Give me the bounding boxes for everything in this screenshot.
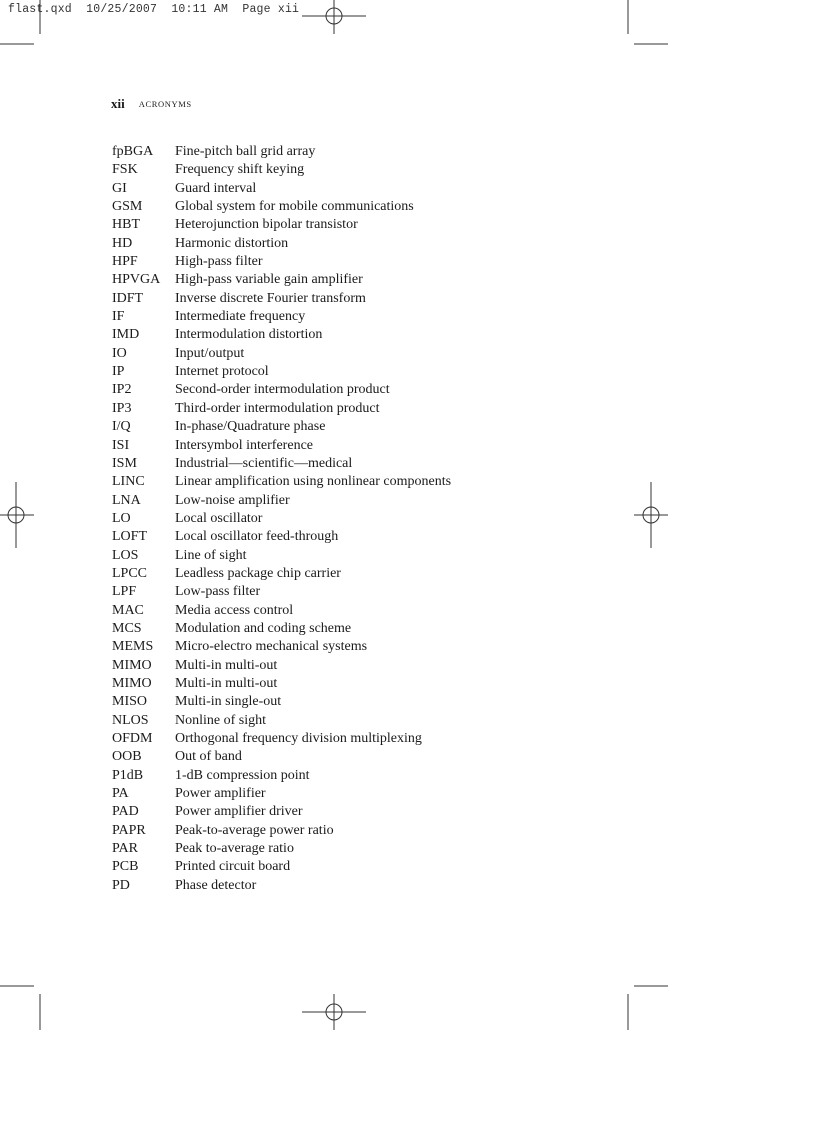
slug-line: flast.qxd 10/25/2007 10:11 AM Page xii: [8, 3, 300, 16]
acronym-definition: Power amplifier driver: [175, 804, 303, 820]
acronym-abbreviation: FSK: [112, 162, 138, 178]
acronym-entry: [112, 785, 451, 803]
acronym-abbreviation: IP2: [112, 382, 132, 398]
acronym-entry: [112, 235, 451, 253]
acronym-definition: Printed circuit board: [175, 859, 291, 875]
acronym-entry: [112, 253, 451, 271]
acronym-abbreviation: OFDM: [112, 731, 153, 746]
acronym-abbreviation: NLOS: [112, 712, 149, 728]
acronym-definition: Second-order intermodulation product: [175, 382, 390, 398]
acronym-entry: [112, 858, 451, 876]
acronym-definition: Industrial—scientific—medical: [175, 455, 353, 471]
acronym-abbreviation: LNA: [112, 492, 141, 508]
registration-mark-right: [634, 482, 668, 548]
acronym-entry: [112, 492, 451, 510]
acronym-entry: [112, 418, 451, 436]
acronym-definition: Phase detector: [175, 877, 257, 893]
acronym-entry: [112, 712, 451, 730]
acronym-abbreviation: LPF: [112, 584, 137, 600]
acronym-definition: Internet protocol: [175, 364, 269, 380]
acronym-entry: [112, 271, 451, 289]
acronym-definition: Modulation and coding scheme: [175, 620, 352, 636]
acronym-abbreviation: ISI: [112, 437, 130, 453]
acronym-abbreviation: OOB: [112, 749, 142, 765]
acronym-entry: [112, 473, 451, 491]
acronym-abbreviation: HPF: [112, 254, 138, 270]
acronym-definition: Frequency shift keying: [175, 162, 305, 178]
acronym-definition: Leadless package chip carrier: [175, 565, 341, 581]
acronym-abbreviation: IP3: [112, 400, 132, 416]
acronym-entry: [112, 730, 451, 748]
acronym-definition: Peak to-average ratio: [175, 841, 294, 857]
acronym-definition: Orthogonal frequency division multiplexing: [175, 731, 422, 746]
registration-mark-bottom: [302, 994, 366, 1030]
acronym-abbreviation: LPCC: [112, 565, 148, 581]
acronym-entry: [112, 290, 451, 308]
acronym-definition: Third-order intermodulation product: [175, 400, 380, 416]
acronym-definition: Multi-in multi-out: [175, 657, 278, 673]
acronym-entry: [112, 455, 451, 473]
acronym-definition: Line of sight: [175, 547, 247, 563]
running-head: [111, 95, 192, 113]
acronym-definition: Multi-in single-out: [175, 694, 282, 710]
acronym-entry: [112, 675, 451, 693]
acronym-definition: Micro-electro mechanical systems: [175, 639, 368, 655]
acronym-abbreviation: PAR: [112, 841, 138, 857]
acronym-abbreviation: LO: [112, 510, 131, 526]
acronym-definition: Global system for mobile communications: [175, 199, 414, 215]
acronym-abbreviation: LOS: [112, 547, 139, 563]
acronym-abbreviation: MCS: [112, 620, 142, 636]
acronym-entry: [112, 381, 451, 399]
acronym-abbreviation: HPVGA: [112, 272, 161, 288]
acronym-abbreviation: MIMO: [112, 657, 152, 673]
acronym-abbreviation: MIMO: [112, 675, 152, 691]
acronym-abbreviation: MEMS: [112, 639, 154, 655]
acronym-definition: 1-dB compression point: [175, 767, 310, 783]
acronym-entry: [112, 143, 451, 161]
acronym-definition: Guard interval: [175, 180, 257, 196]
acronym-entry: [112, 180, 451, 198]
acronym-abbreviation: IDFT: [112, 290, 144, 306]
acronym-entry: [112, 602, 451, 620]
acronym-abbreviation: PA: [112, 786, 129, 802]
acronym-abbreviation: GI: [112, 180, 127, 196]
acronym-entry: [112, 877, 451, 895]
acronym-entry: [112, 620, 451, 638]
acronym-entry: [112, 693, 451, 711]
acronym-definition: Multi-in multi-out: [175, 675, 278, 691]
acronym-entry: [112, 583, 451, 601]
acronym-entry: [112, 216, 451, 234]
page-number: xii: [111, 96, 125, 111]
acronym-abbreviation: LOFT: [112, 529, 147, 545]
acronym-definition: High-pass filter: [175, 254, 263, 270]
acronym-abbreviation: IMD: [112, 327, 140, 343]
registration-mark-left: [0, 482, 34, 548]
acronym-definition: Harmonic distortion: [175, 235, 289, 251]
acronym-abbreviation: PD: [112, 877, 130, 893]
acronym-abbreviation: fpBGA: [112, 144, 154, 159]
acronym-abbreviation: PAPR: [112, 822, 146, 838]
acronym-abbreviation: IP: [112, 364, 125, 380]
acronym-entry: [112, 510, 451, 528]
acronym-entry: [112, 161, 451, 179]
acronym-definition: High-pass variable gain amplifier: [175, 272, 363, 288]
acronym-definition: Intermediate frequency: [175, 309, 306, 325]
acronym-entry: [112, 400, 451, 418]
acronym-entry: [112, 308, 451, 326]
acronym-definition: Out of band: [175, 749, 242, 765]
acronym-definition: In-phase/Quadrature phase: [175, 419, 326, 435]
acronym-definition: Intermodulation distortion: [175, 327, 323, 343]
acronym-list: [112, 143, 451, 895]
acronym-entry: [112, 198, 451, 216]
acronym-abbreviation: PAD: [112, 804, 139, 820]
acronym-entry: [112, 528, 451, 546]
acronym-definition: Local oscillator: [175, 510, 263, 526]
acronym-abbreviation: MISO: [112, 694, 148, 710]
acronym-entry: [112, 803, 451, 821]
acronym-definition: Media access control: [175, 602, 294, 618]
acronym-entry: [112, 363, 451, 381]
acronym-entry: [112, 748, 451, 766]
acronym-abbreviation: IF: [112, 309, 125, 325]
registration-mark-top: [302, 0, 366, 34]
acronym-definition: Peak-to-average power ratio: [175, 822, 334, 838]
acronym-definition: Nonline of sight: [175, 712, 266, 728]
acronym-abbreviation: P1dB: [112, 767, 144, 783]
acronym-definition: Low-noise amplifier: [175, 492, 290, 508]
acronym-entry: [112, 547, 451, 565]
acronym-entry: [112, 437, 451, 455]
acronym-abbreviation: I/Q: [112, 419, 131, 435]
acronym-definition: Power amplifier: [175, 786, 266, 802]
acronym-abbreviation: IO: [112, 345, 127, 361]
acronym-definition: Fine-pitch ball grid array: [175, 144, 316, 159]
acronym-abbreviation: LINC: [112, 474, 145, 490]
acronym-entry: [112, 767, 451, 785]
acronym-entry: [112, 822, 451, 840]
acronym-definition: Low-pass filter: [175, 584, 261, 600]
acronym-entry: [112, 326, 451, 344]
acronym-abbreviation: GSM: [112, 199, 143, 215]
acronym-entry: [112, 565, 451, 583]
acronym-abbreviation: HBT: [112, 217, 140, 233]
acronym-abbreviation: MAC: [112, 602, 144, 618]
acronym-definition: Local oscillator feed-through: [175, 529, 339, 545]
acronym-definition: Input/output: [175, 345, 245, 361]
acronym-abbreviation: HD: [112, 235, 133, 251]
section-title: ACRONYMS: [138, 99, 192, 109]
acronym-entry: [112, 638, 451, 656]
acronym-definition: Heterojunction bipolar transistor: [175, 217, 358, 233]
acronym-abbreviation: PCB: [112, 859, 139, 875]
acronym-entry: [112, 345, 451, 363]
acronym-definition: Intersymbol interference: [175, 437, 313, 453]
acronym-abbreviation: ISM: [112, 455, 137, 471]
acronym-entry: [112, 840, 451, 858]
acronym-entry: [112, 657, 451, 675]
acronym-definition: Linear amplification using nonlinear components: [175, 474, 452, 490]
acronym-definition: Inverse discrete Fourier transform: [175, 290, 366, 306]
